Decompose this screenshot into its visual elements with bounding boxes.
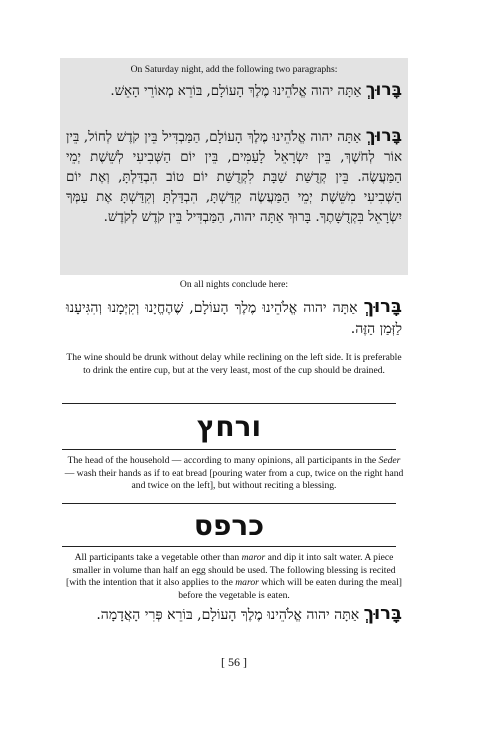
karpas-instruction — [62, 552, 406, 602]
instruction-text: All participants take a vegetable other than — [74, 552, 242, 563]
wine-instruction: The wine should be drunk without delay while reclining on the left side. It is preferable to drink the entire cup, but at the very least, most of the cup should be drained. — [66, 352, 402, 376]
section-title-karpas: כרפס — [193, 509, 265, 542]
all-nights-note: On all nights conclude here: — [179, 279, 289, 290]
blessing-text: אַתָּה יהוה אֱלֹהֵינוּ מֶלֶךְ הָעוֹלָם, בּוֹרֵא פְּרִי הָאֲדָמָה. — [96, 607, 364, 623]
blessing-lead-word: בָּרוּךְ — [365, 126, 402, 146]
instruction-text: The head of the household — according to many opinions, all participants in the — [67, 455, 379, 466]
blessing-text: אַתָּה יהוה אֱלֹהֵינוּ מֶלֶךְ הָעוֹלָם, שֶׁהֶחֱיָנוּ וְקִיְּמָנוּ וְהִגִּיעָנוּ לַזְּמַן הַזֶּה. — [66, 300, 402, 337]
instruction-text: and dip it into salt water. A piece smaller in volume than half an egg should be used. The following blessing is recited [with the intention that it also applies to the — [66, 552, 396, 588]
blessing-adama — [66, 603, 402, 626]
saturday-note: On Saturday night, add the following two paragraphs: — [130, 64, 338, 75]
page-number: [ 56 ] — [221, 655, 247, 669]
blessing-fire — [66, 80, 402, 102]
blessing-lead-word: בָּרוּךְ — [363, 603, 402, 624]
divider-top-karpas — [62, 503, 396, 504]
instruction-italic: Seder — [378, 455, 401, 466]
instruction-text: which will be eaten during the meal] before the vegetable is eaten. — [178, 577, 402, 601]
instruction-text: — wash their hands as if to eat bread [pouring water from a cup, twice on the right hand and twice on the left], but without reciting a blessing. — [64, 467, 404, 491]
blessing-text: אַתָּה יהוה אֱלֹהֵינוּ מֶלֶךְ הָעוֹלָם, בּוֹרֵא מְאוֹרֵי הָאֵשׁ. — [110, 84, 366, 99]
instruction-italic: maror — [241, 552, 266, 563]
divider-top-urchatz — [62, 403, 396, 404]
blessing-havdalah — [66, 126, 402, 228]
blessing-lead-word: בָּרוּךְ — [365, 80, 402, 100]
blessing-lead-word: בָּרוּךְ — [363, 296, 402, 317]
blessing-shehecheyanu — [66, 296, 402, 340]
urchatz-instruction — [62, 455, 406, 493]
divider-bottom-urchatz — [62, 449, 396, 450]
instruction-italic: maror — [235, 577, 259, 588]
section-title-urchatz: ורחץ — [196, 410, 262, 443]
divider-bottom-karpas — [62, 546, 396, 547]
blessing-text: אַתָּה יהוה אֱלֹהֵינוּ מֶלֶךְ הָעוֹלָם, הַמַּבְדִּיל בֵּין קֹדֶשׁ לְחוֹל, בֵּין אוֹר לְחֹשֶׁךְ, בֵּין יִשְׂרָאֵל לָעַמִּים, בֵּין יוֹם הַשְּׁבִיעִי לְשֵׁשֶׁת יְמֵי הַמַּעֲשֶׂה. בֵּין קְדֻשַּׁת שַׁבָּת לִקְדֻשַּׁת יוֹם טוֹב הִבְדַּלְתָּ, וְאֶת יוֹם הַשְּׁבִיעִי מִשֵּׁשֶׁת יְמֵי הַמַּעֲשֶׂה קִדַּשְׁתָּ, הִבְדַּלְתָּ וְקִדַּשְׁתָּ אֶת עַמְּךָ יִשְׂרָאֵל בִּקְדֻשָּׁתֶךָ. בָּרוּךְ אַתָּה יהוה, הַמַּבְדִּיל בֵּין קֹדֶשׁ לְקֹדֶשׁ. — [66, 130, 402, 225]
